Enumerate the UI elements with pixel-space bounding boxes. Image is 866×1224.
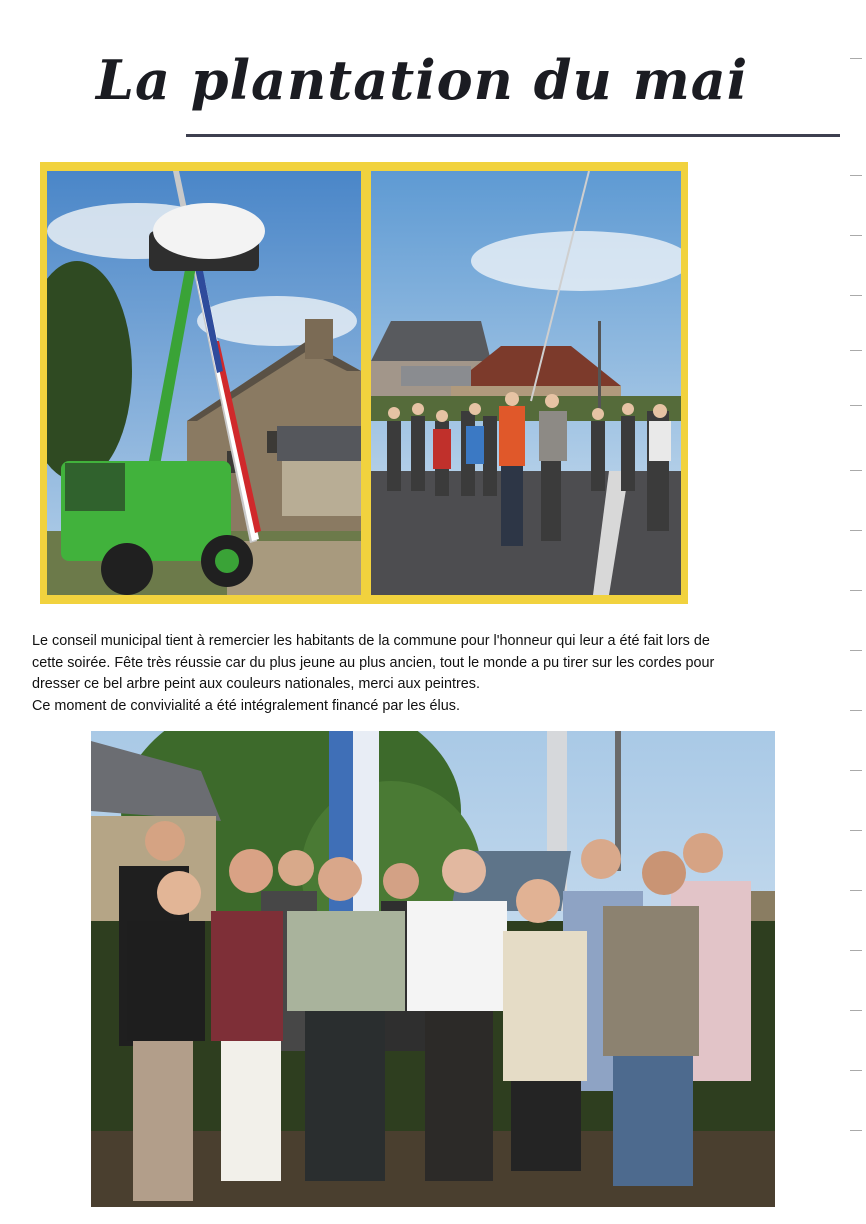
photo-frame [40,162,688,604]
photo-municipal-council-group [91,731,775,1207]
caption-line: cette soirée. Fête très réussie car du plus jeune au plus ancien, tout le monde a pu tirer sur les cordes pour [32,654,715,671]
title-underline [186,134,840,137]
caption-line: dresser ce bel arbre peint aux couleurs nationales, merci aux peintres. [32,676,480,692]
scan-edge-marks [846,0,866,1224]
photo-tractor-lifting-may-tree [47,171,361,595]
photo-crowd-pulling-ropes [371,171,681,595]
page-title: La plantation du mai [96,48,749,112]
caption-line: Le conseil municipal tient à remercier les habitants de la commune pour l'honneur qui leur a été fait lors de [32,633,710,649]
article-caption [32,631,832,717]
caption-line: Ce moment de convivialité a été intégralement financé par les élus. [32,697,460,714]
